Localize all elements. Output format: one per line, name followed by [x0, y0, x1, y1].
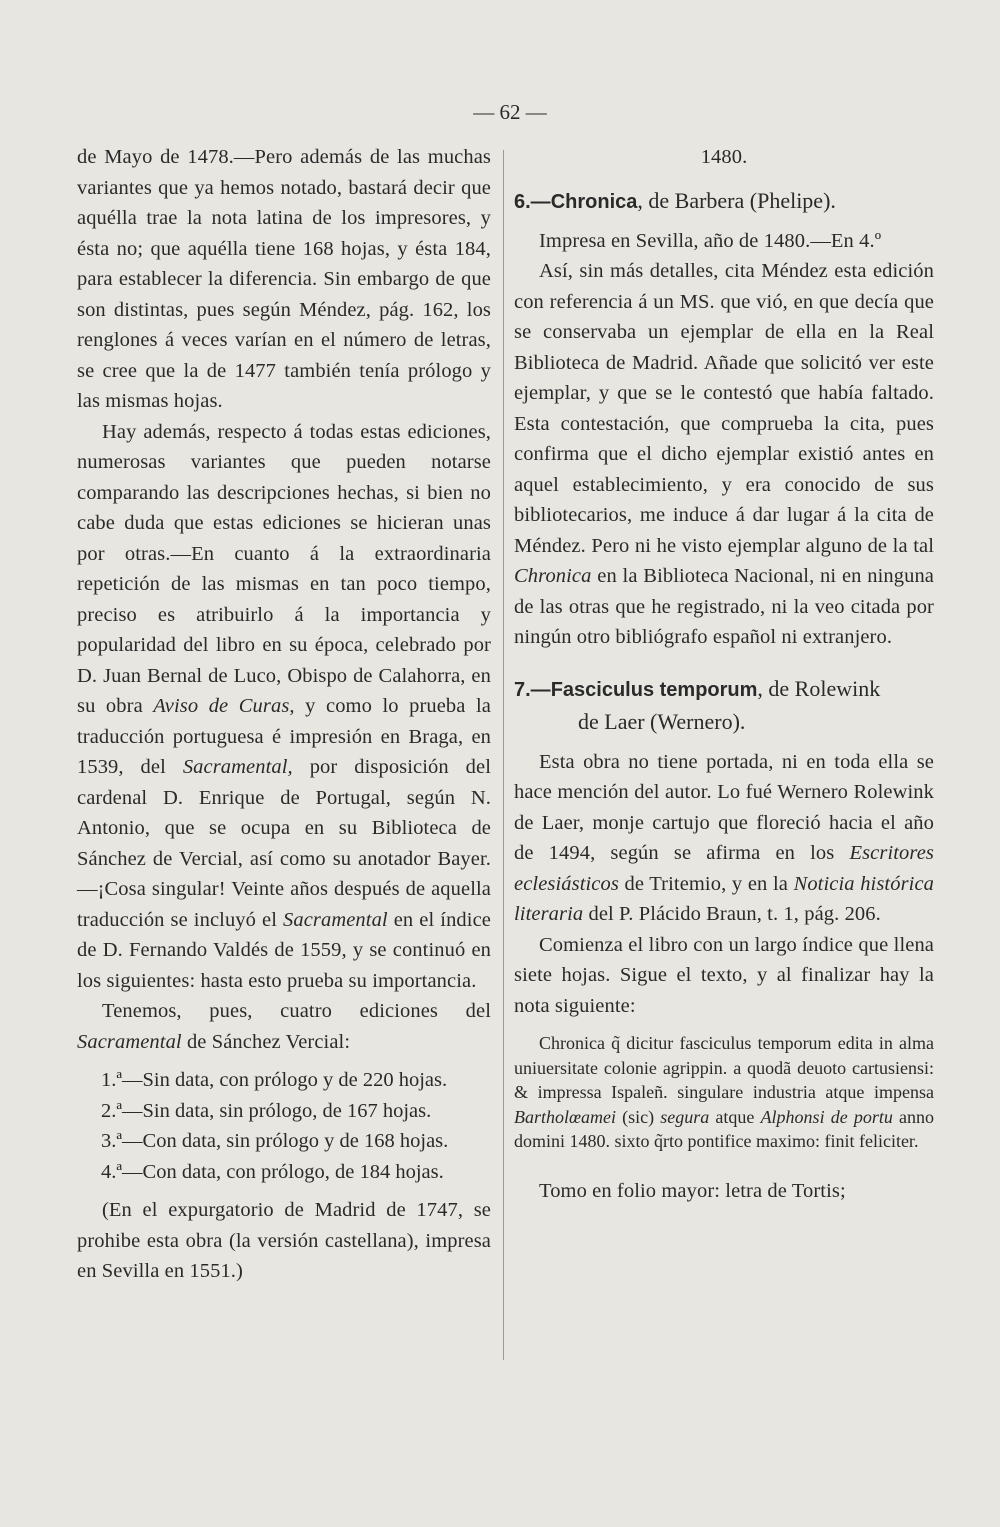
entry-keyword: Chronica [550, 190, 638, 213]
text-run: (sic) [616, 1106, 661, 1127]
text-run: , y como lo prueba la traducción portuguesa é impresión en Braga, en 1539, del [77, 695, 491, 778]
text-run: de Sánchez Vercial: [181, 1030, 351, 1053]
left-column [77, 142, 491, 1287]
text-run: en el índice de D. Fernando Valdés de 1559, y se continuó en los siguientes: hasta esto prueba su importancia. [77, 908, 491, 992]
text-run: anno domini 1480. sixto q̃rto pontifice maximo: finit feliciter. [514, 1106, 934, 1151]
entry-number: 6.— [514, 190, 551, 213]
title-aviso-de-curas: Aviso de Curas [153, 695, 290, 717]
text-run: Esta obra no tiene portada, ni en toda ella se hace mención del autor. Lo fué Wernero Rolewink de Laer, monje cartujo que floreció hacia el año de 1494, según se afirma en los [514, 750, 934, 864]
title-sacramental: Sacramental, [182, 756, 293, 778]
paragraph-expurgatorio: (En el expurgatorio de Madrid de 1747, se prohibe esta obra (la versión castellana), impresa en Sevilla en 1551.) [77, 1199, 491, 1282]
title-sacramental: Sacramental [77, 1030, 182, 1053]
right-column [514, 142, 934, 1206]
text-run: Chronica q̃ dicitur fasciculus temporum edita in alma uniuersitate colonie agrippin. a quodã deuoto cartusiensi: & impressa Ispaleñ. singulare industria atque impensa [514, 1033, 934, 1102]
entry-keyword: Fasciculus temporum [550, 678, 758, 701]
entry-heading-7 [514, 673, 934, 706]
page-number: — 62 — [473, 100, 547, 124]
entry-heading-6 [514, 185, 934, 218]
name-segura: segura [660, 1106, 710, 1127]
year-line: 1480. [700, 146, 748, 168]
entry-author: , de Rolewink [757, 675, 881, 701]
colophon-note [514, 1031, 934, 1154]
text-run: de Tritemio, y en la [618, 872, 794, 895]
entry-number: 7.— [514, 678, 551, 701]
text-run: Así, sin más detalles, cita Méndez esta edición con referencia á un MS. que vió, en que decía que se conservaba un ejemplar de ella en la Real Biblioteca de Madrid. Añade que solicitó ver este ejemplar, y que se le contestó que había faltado. Esta contestación, que comprueba la cita, pues confirma que el dicho ejemplar existió antes en aquel establecimiento, y era conocido de sus bibliotecarios, me induce á dar lugar á la cita de Méndez. Pero ni he visto ejemplar alguno de la tal [514, 260, 934, 557]
column-divider [503, 150, 504, 1360]
paragraph-chronica [514, 256, 934, 653]
name-bartholomeus: Bartholœamei [514, 1106, 616, 1127]
title-noticia: Noticia histórica literaria [514, 872, 934, 925]
paragraph-fasciculus [514, 747, 934, 930]
imprint-line: Impresa en Sevilla, año de 1480.—En 4.º [539, 229, 882, 252]
editions-list [77, 1065, 491, 1187]
text-run: Tenemos, pues, cuatro ediciones del [102, 1000, 491, 1022]
text-run: atque [709, 1106, 761, 1127]
edition-item: 4.ª—Con data, con prólogo, de 184 hojas. [101, 1160, 444, 1183]
paragraph-edition-comparison: de Mayo de 1478.—Pero además de las muchas variantes que ya hemos notado, bastará decir que aquélla trae la nota latina de los impresores, y ésta no; que aquélla tiene 168 hojas, y ésta 184, para establecer la diferencia. Sin embargo de que son distintas, pues según Méndez, pág. 162, los renglones á veces varían en el número de letras, se cree que la de 1477 también tenía prólogo y las mismas hojas. [77, 146, 491, 412]
text-run: del P. Plácido Braun, t. 1, pág. 206. [583, 903, 881, 925]
name-alphonsi: Alphonsi de portu [760, 1106, 893, 1127]
title-chronica: Chronica [514, 565, 592, 587]
text-run: por disposición del cardenal D. Enrique de Portugal, según N. Antonio, que se ocupa en su Biblioteca de Sánchez de Vercial, así como su anotador Bayer.—¡Cosa singular! Veinte años después de aquella traducción se incluyó el [77, 756, 492, 931]
paragraph-folio: Tomo en folio mayor: letra de Tortis; [539, 1179, 846, 1202]
paragraph-four-editions [77, 996, 491, 1057]
title-escritores: Escritores eclesiásticos [514, 842, 934, 895]
edition-item: 1.ª—Sin data, con prólogo y de 220 hojas. [101, 1069, 448, 1091]
edition-item: 2.ª—Sin data, sin prólogo, de 167 hojas. [101, 1099, 432, 1122]
paragraph-variants [77, 417, 491, 997]
edition-item: 3.ª—Con data, sin prólogo y de 168 hojas. [101, 1130, 449, 1152]
text-run: Hay además, respecto á todas estas ediciones, numerosas variantes que pueden notarse comparando las descripciones hechas, si bien no cabe duda que estas ediciones se hicieran unas por otras.—En cuanto á la extraordinaria repetición de las mismas en tan poco tiempo, preciso es atribuirlo á la importancia y popularidad del libro en su época, celebrado por D. Juan Bernal de Luco, Obispo de Calahorra, en su obra [77, 420, 491, 717]
paragraph-index: Comienza el libro con un largo índice que llena siete hojas. Sigue el texto, y al finalizar hay la nota siguiente: [514, 933, 934, 1017]
title-sacramental: Sacramental [283, 908, 388, 931]
text-run: en la Biblioteca Nacional, ni en ninguna de las otras que he registrado, ni la veo citada por ningún otro bibliógrafo español ni extranjero. [514, 565, 934, 648]
entry-author: , de Barbera (Phelipe). [637, 187, 836, 213]
entry-heading-7-continued: de Laer (Wernero). [578, 708, 746, 734]
